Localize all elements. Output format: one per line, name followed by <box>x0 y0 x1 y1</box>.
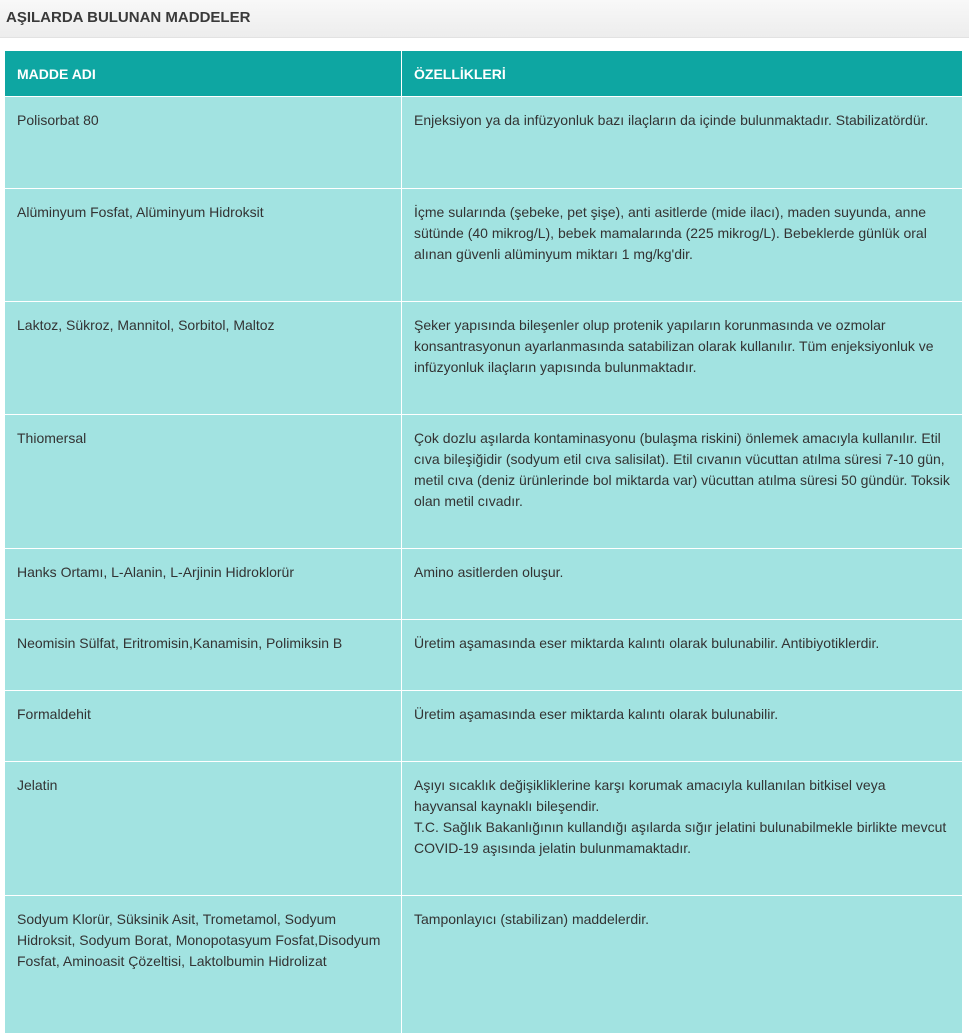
table-row <box>5 302 963 415</box>
substance-properties-cell: Üretim aşamasında eser miktarda kalıntı olarak bulunabilir. Antibiyotiklerdir. <box>402 620 963 691</box>
substance-properties-cell: İçme sularında (şebeke, pet şişe), anti asitlerde (mide ilacı), maden suyunda, anne sütünde (40 mikrog/L), bebek mamalarında (225 mikrog/L). Bebeklerde günlük oral alınan güvenli alüminyum miktarı 1 mg/kg'dir. <box>402 189 963 302</box>
substance-name-cell: Alüminyum Fosfat, Alüminyum Hidroksit <box>5 189 402 302</box>
substance-name-cell: Thiomersal <box>5 415 402 549</box>
table-row <box>5 762 963 896</box>
substance-properties-cell: Şeker yapısında bileşenler olup protenik yapıların korunmasında ve ozmolar konsantrasyonun ayarlanmasında satabilizan olarak kullanılır. Tüm enjeksiyonluk ve infüzyonluk ilaçların yapısında bulunmaktadır. <box>402 302 963 415</box>
table-row <box>5 415 963 549</box>
header-properties: ÖZELLİKLERİ <box>402 51 963 97</box>
substances-table <box>4 50 963 1034</box>
substance-name-cell: Laktoz, Sükroz, Mannitol, Sorbitol, Maltoz <box>5 302 402 415</box>
title-bar <box>0 0 969 38</box>
header-substance-name: MADDE ADI <box>5 51 402 97</box>
table-header-row <box>5 51 963 97</box>
table-row <box>5 189 963 302</box>
substance-properties-cell <box>402 762 963 896</box>
substance-properties-cell: Üretim aşamasında eser miktarda kalıntı olarak bulunabilir. <box>402 691 963 762</box>
table-row <box>5 896 963 1034</box>
substance-properties-cell: Çok dozlu aşılarda kontaminasyonu (bulaşma riskini) önlemek amacıyla kullanılır. Etil cıva bileşiğidir (sodyum etil cıva salisilat). Etil cıvanın vücuttan atılma süresi 7-10 gün, metil cıva (deniz ürünlerinde bol miktarda var) vücuttan atılma süresi 50 gündür. Toksik olan metil cıvadır. <box>402 415 963 549</box>
substance-name-cell: Formaldehit <box>5 691 402 762</box>
substance-name-cell: Polisorbat 80 <box>5 97 402 189</box>
substance-name-cell: Hanks Ortamı, L-Alanin, L-Arjinin Hidroklorür <box>5 549 402 620</box>
table-row <box>5 97 963 189</box>
table-row <box>5 620 963 691</box>
substance-name-cell: Neomisin Sülfat, Eritromisin,Kanamisin, Polimiksin B <box>5 620 402 691</box>
page-title: AŞILARDA BULUNAN MADDELER <box>6 9 251 26</box>
table-row <box>5 549 963 620</box>
substance-properties-cell: Enjeksiyon ya da infüzyonluk bazı ilaçların da içinde bulunmaktadır. Stabilizatördür. <box>402 97 963 189</box>
properties-text: Aşıyı sıcaklık değişikliklerine karşı korumak amacıyla kullanılan bitkisel veya hayvansal kaynaklı bileşendir. <box>414 777 886 814</box>
substance-properties-cell: Tamponlayıcı (stabilizan) maddelerdir. <box>402 896 963 1034</box>
properties-note: T.C. Sağlık Bakanlığının kullandığı aşılarda sığır jelatini bulunabilmekle birlikte mevcut COVID-19 aşısında jelatin bulunmamaktadır. <box>414 819 947 856</box>
substance-name-cell: Jelatin <box>5 762 402 896</box>
substance-properties-cell: Amino asitlerden oluşur. <box>402 549 963 620</box>
table-row <box>5 691 963 762</box>
substance-name-cell: Sodyum Klorür, Süksinik Asit, Trometamol, Sodyum Hidroksit, Sodyum Borat, Monopotasyum Fosfat,Disodyum Fosfat, Aminoasit Çözeltisi, Laktolbumin Hidrolizat <box>5 896 402 1034</box>
